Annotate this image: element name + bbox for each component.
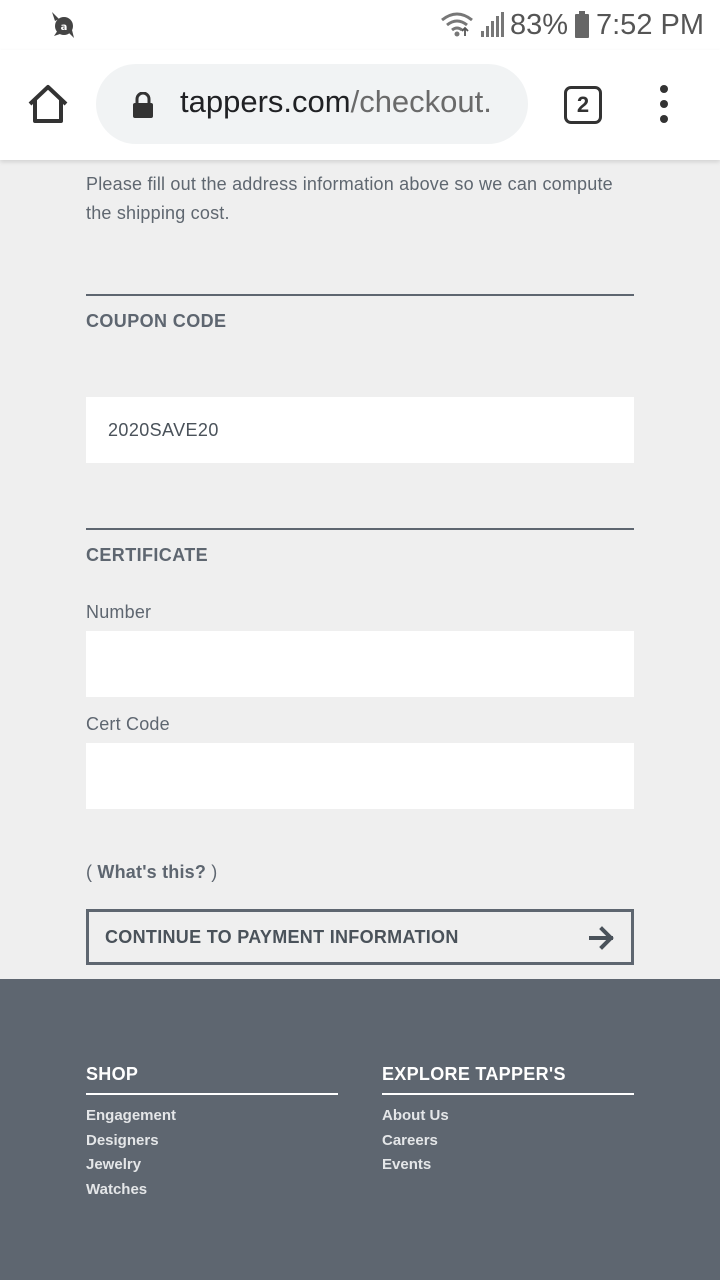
footer-link-careers[interactable]: Careers — [382, 1131, 438, 1149]
footer-links-shop — [86, 1104, 338, 1202]
footer-links-explore — [382, 1104, 634, 1178]
footer-link-engagement[interactable]: Engagement — [86, 1107, 177, 1124]
browser-toolbar — [0, 50, 720, 160]
whats-this — [86, 862, 218, 883]
shipping-note: Please fill out the address information above so we can compute the shipping cost. — [86, 174, 613, 223]
clock: 7:52 PM — [596, 8, 704, 41]
paren-open: ( — [86, 862, 98, 882]
tab-switcher-button[interactable]: 2 — [564, 86, 602, 124]
continue-to-payment-button[interactable] — [86, 909, 634, 965]
footer-link-designers[interactable]: Designers — [86, 1131, 159, 1149]
certificate-section-title: CERTIFICATE — [86, 545, 209, 565]
lock-icon — [132, 92, 154, 118]
footer-link-events[interactable]: Events — [382, 1156, 432, 1173]
footer-link-watches[interactable]: Watches — [86, 1180, 148, 1198]
cert-code-label: Cert Code — [86, 714, 170, 734]
cert-code-input[interactable] — [86, 743, 634, 809]
home-icon[interactable] — [26, 82, 70, 126]
more-options-icon[interactable] — [656, 84, 672, 124]
coupon-code-input[interactable] — [86, 397, 634, 463]
battery-percent: 83% — [509, 8, 568, 41]
footer-link-about-us[interactable]: About Us — [382, 1107, 449, 1124]
url-text[interactable] — [180, 84, 510, 120]
footer-column-shop — [86, 1064, 338, 1202]
status-bar — [0, 0, 720, 50]
url-path: /checkout. — [350, 84, 492, 119]
whats-this-link[interactable]: What's this? — [97, 862, 207, 882]
certificate-number-label: Number — [86, 602, 152, 622]
avast-icon — [46, 8, 80, 42]
section-divider — [86, 528, 634, 530]
wifi-icon — [440, 12, 474, 38]
footer-heading-shop: SHOP — [86, 1064, 338, 1095]
battery-icon — [574, 11, 590, 39]
url-domain: tappers.com — [180, 84, 351, 119]
continue-button-label: CONTINUE TO PAYMENT INFORMATION — [105, 927, 459, 947]
footer — [0, 979, 720, 1280]
signal-icon — [480, 12, 504, 38]
footer-column-explore — [382, 1064, 634, 1178]
footer-heading-explore: EXPLORE TAPPER'S — [382, 1064, 634, 1095]
footer-link-jewelry[interactable]: Jewelry — [86, 1156, 142, 1173]
certificate-number-input[interactable] — [86, 631, 634, 697]
svg-text:a: a — [60, 22, 68, 33]
paren-close: ) — [206, 862, 218, 882]
section-divider — [86, 294, 634, 296]
address-bar[interactable] — [96, 64, 528, 144]
coupon-section-title: COUPON CODE — [86, 311, 227, 331]
arrow-right-icon — [589, 925, 615, 951]
